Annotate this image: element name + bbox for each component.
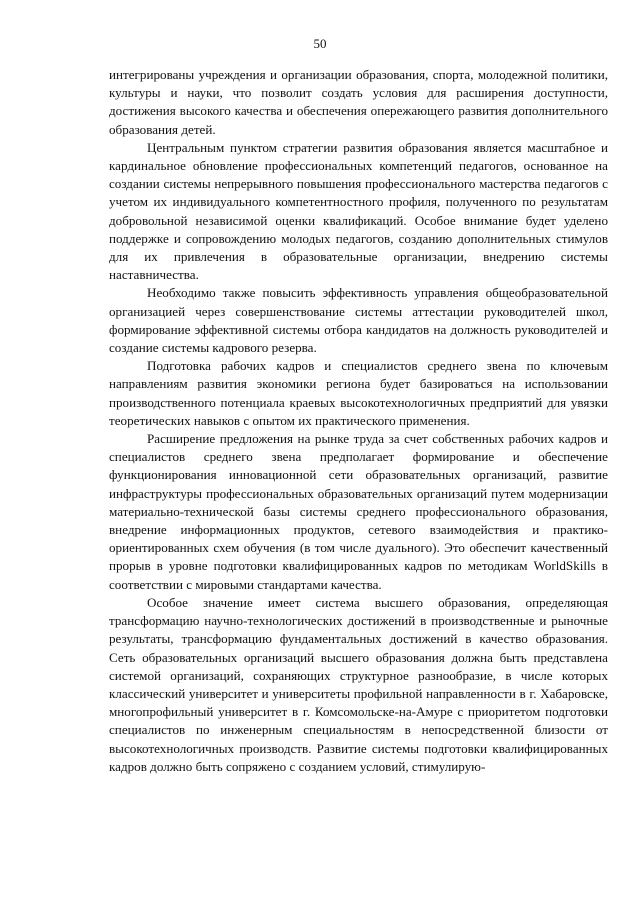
paragraph-4: Подготовка рабочих кадров и специалистов среднего звена по ключевым направлениям развития экономики региона будет базироваться на использовании производственного потенциала краевых высокотехнологичных предприятий для увязки теоретических навыков с опытом их практического применения. [109, 358, 608, 428]
page-number: 50 [313, 36, 327, 51]
paragraph-3: Необходимо также повысить эффективность управления общеобразовательной организацией через совершенствование системы аттестации руководителей школ, формирование эффективной системы отбора кандидатов на должность руководителей и создание системы кадрового резерва. [109, 285, 608, 356]
paragraph-5: Расширение предложения на рынке труда за счет собственных рабочих кадров и специалистов среднего звена предполагает формирование и обеспечение функционирования инновационной сети образовательных организаций, развитие инфраструктуры профессиональных образовательных организаций путем модернизации материально-технической базы системы среднего профессионального образования, внедрение информационных продуктов, сетевого взаимодействия и практико-ориентированных схем обучения (в том числе дуального). Это обеспечит качественный прорыв в уровне подготовки квалифицированных кадров по методикам WorldSkills в соответствии с мировыми стандартами качества. [109, 431, 608, 592]
body-text [109, 66, 608, 776]
paragraph-2: Центральным пунктом стратегии развития образования является масштабное и кардинальное обновление профессиональных компетенций педагогов, основанное на создании системы непрерывного повышения профессионального мастерства педагогов с учетом их индивидуального компетентностного профиля, полученного по результатам добровольной независимой оценки квалификаций. Особое внимание будет уделено поддержке и сопровождению молодых педагогов, созданию дополнительных стимулов для их привлечения в образовательные организации, внедрению системы наставничества. [109, 139, 608, 283]
paragraph-1: интегрированы учреждения и организации образования, спорта, молодежной политики, культуры и науки, что позволит создать условия для расширения доступности, достижения высокого качества и обеспечения опережающего развития дополнительного образования детей. [109, 67, 608, 137]
paragraph-6: Особое значение имеет система высшего образования, определяющая трансформацию научно-технологических достижений в производственные и рыночные результаты, трансформацию фундаментальных достижений в качество образования. Сеть образовательных организаций высшего образования должна быть представлена системой организаций, сохраняющих структурное разнообразие, в числе которых классический университет и университеты профильной направленности в г. Хабаровске, многопрофильный университет в г. Комсомольске-на-Амуре с приоритетом подготовки специалистов по инженерным специальностям в непосредственной близости от высокотехнологичных производств. Развитие системы подготовки квалифицированных кадров должно быть сопряжено с созданием условий, стимулирую- [109, 594, 608, 774]
